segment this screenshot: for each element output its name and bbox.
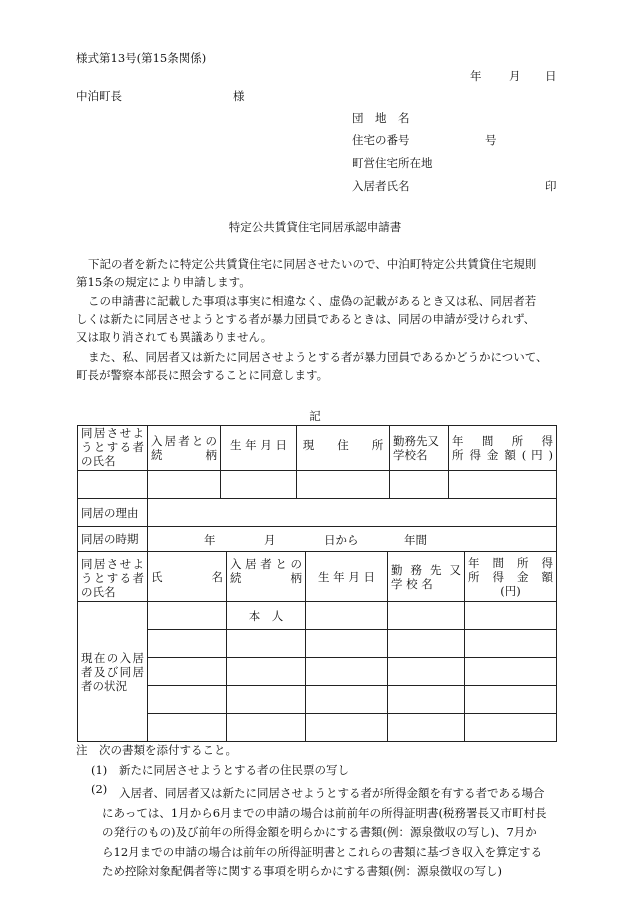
notes-item1: 新たに同居させようとする者の住民票の写し <box>119 763 349 777</box>
period-years-label: 年間 <box>404 533 427 547</box>
cell-relationship-self: 本 人 <box>227 602 306 630</box>
period-month-label: 月 <box>264 533 276 547</box>
cell-income[interactable] <box>465 602 557 630</box>
notes-item2 <box>102 784 547 882</box>
cell-birthdate[interactable] <box>306 686 388 714</box>
cell-relationship[interactable] <box>227 686 306 714</box>
ki-heading: 記 <box>309 409 321 423</box>
cell-workplace[interactable] <box>388 602 465 630</box>
table-row <box>78 686 557 714</box>
cell-new-person-name[interactable] <box>78 471 148 499</box>
body-paragraph-2 <box>76 292 556 346</box>
cell-relationship[interactable] <box>148 471 221 499</box>
header-relationship: 入居者との 続 柄 <box>227 552 306 602</box>
header-birthdate: 生 年 月 日 <box>221 426 297 471</box>
cell-name[interactable] <box>148 602 227 630</box>
cell-birthdate[interactable] <box>306 602 388 630</box>
reason-label: 同居の理由 <box>78 499 148 527</box>
document-title: 特定公共賃貸住宅同居承認申請書 <box>228 220 402 234</box>
header-name: 氏 名 <box>148 552 227 602</box>
cell-birthdate[interactable] <box>221 471 297 499</box>
cell-income[interactable] <box>465 686 557 714</box>
cell-income[interactable] <box>465 714 557 742</box>
cell-income[interactable] <box>465 658 557 686</box>
body-line: この申請書に記載した事項は事実に相違なく、虚偽の記載があるとき又は私、同居者若 <box>88 294 537 308</box>
cell-current-address[interactable] <box>297 471 390 499</box>
status-label: 現在の入居 者及び同居 者の状況 <box>78 602 148 742</box>
cell-relationship[interactable] <box>227 714 306 742</box>
notes-item2-line: 入居者、同居者又は新たに同居させようとする者が所得金額を有する者である場合 <box>119 786 545 800</box>
address-label: 町営住宅所在地 <box>352 156 433 170</box>
notes-item2-number: (2) <box>91 782 108 796</box>
cell-birthdate[interactable] <box>306 630 388 658</box>
period-field[interactable] <box>148 527 557 552</box>
cell-workplace[interactable] <box>388 714 465 742</box>
cell-birthdate[interactable] <box>306 714 388 742</box>
table-row <box>78 602 557 630</box>
body-paragraph-3 <box>76 348 556 384</box>
resident-name-label: 入居者氏名 <box>352 179 410 193</box>
date-day: 日 <box>545 69 557 83</box>
header-birthdate: 生 年 月 日 <box>306 552 388 602</box>
unit-number-suffix: 号 <box>485 133 497 147</box>
honorific-sama: 様 <box>233 89 245 103</box>
cell-name[interactable] <box>148 686 227 714</box>
unit-number-label: 住宅の番号 <box>352 133 410 147</box>
cell-income[interactable] <box>449 471 557 499</box>
notes-item1-number: (1) <box>91 763 108 777</box>
reason-field[interactable] <box>148 499 557 527</box>
header-workplace: 勤務先又 学校名 <box>390 426 449 471</box>
header-workplace: 勤 務 先 又 学 校 名 <box>388 552 465 602</box>
date-month: 月 <box>509 69 521 83</box>
header-new-person-name: 同居させよ うとする者 の氏名 <box>78 552 148 602</box>
notes-item2-line: ため控除対象配偶者等に関する事項を明らかにする書類(例：源泉徴収の写し) <box>102 864 502 878</box>
cell-birthdate[interactable] <box>306 658 388 686</box>
body-line: 下記の者を新たに特定公共賃貸住宅に同居させたいので、中泊町特定公共賃貸住宅規則 <box>88 257 537 271</box>
cell-relationship[interactable] <box>227 630 306 658</box>
cell-name[interactable] <box>148 630 227 658</box>
period-year-label: 年 <box>204 533 216 547</box>
body-line: 第15条の規定により申請します。 <box>76 275 251 289</box>
header-relationship: 入居者との 続 柄 <box>148 426 221 471</box>
mayor-addressee: 中泊町長 <box>76 89 122 103</box>
period-row <box>78 527 557 552</box>
cell-income[interactable] <box>465 630 557 658</box>
cell-workplace[interactable] <box>390 471 449 499</box>
notes-intro: 注 次の書類を添付すること。 <box>76 743 237 757</box>
reason-row <box>78 499 557 527</box>
current-residents-table <box>77 551 557 742</box>
notes-item2-line: にあっては、1月から6月までの申請の場合は前前年の所得証明書(税務署長又市町村長 <box>102 805 547 820</box>
body-paragraph-1 <box>76 255 556 291</box>
cell-workplace[interactable] <box>388 658 465 686</box>
form-number: 様式第13号(第15条関係) <box>76 51 207 65</box>
seal-mark: 印 <box>545 179 557 193</box>
group-name-label: 団 地 名 <box>352 111 410 125</box>
table-row <box>78 471 557 499</box>
body-line: しくは新たに同居させようとする者が暴力団員であるときは、同居の申請が受けられず、 <box>76 312 536 326</box>
header-new-person-name: 同居させよ うとする者 の氏名 <box>78 426 148 471</box>
table-header-row <box>78 426 557 471</box>
table-row <box>78 714 557 742</box>
header-income: 年 間 所 得 所 得 金 額 ( 円 ) <box>449 426 557 471</box>
notes-item2-line: の発行のもの)及び前年の所得金額を明らかにする書類(例：源泉徴収の写し)、7月か <box>102 825 537 839</box>
table-row <box>78 630 557 658</box>
body-line: 又は取り消されても異議ありません。 <box>76 330 273 344</box>
cell-workplace[interactable] <box>388 630 465 658</box>
body-line: また、私、同居者又は新たに同居させようとする者が暴力団員であるかどうかについて、 <box>88 350 548 364</box>
header-current-address: 現 住 所 <box>297 426 390 471</box>
table-header-row <box>78 552 557 602</box>
header-income: 年 間 所 得 所 得 金 額 (円) <box>465 552 557 602</box>
cell-name[interactable] <box>148 714 227 742</box>
cell-name[interactable] <box>148 658 227 686</box>
period-day-from-label: 日から <box>324 533 359 547</box>
period-label: 同居の時期 <box>78 527 148 552</box>
table-row <box>78 658 557 686</box>
date-year: 年 <box>470 69 482 83</box>
cell-relationship[interactable] <box>227 658 306 686</box>
new-cohabitant-table <box>77 425 557 552</box>
cell-workplace[interactable] <box>388 686 465 714</box>
body-line: 町長が警察本部長に照会することに同意します。 <box>76 368 329 382</box>
notes-item2-line: ら12月までの申請の場合は前年の所得証明書とこれらの書類に基づき収入を算定する <box>102 844 543 859</box>
